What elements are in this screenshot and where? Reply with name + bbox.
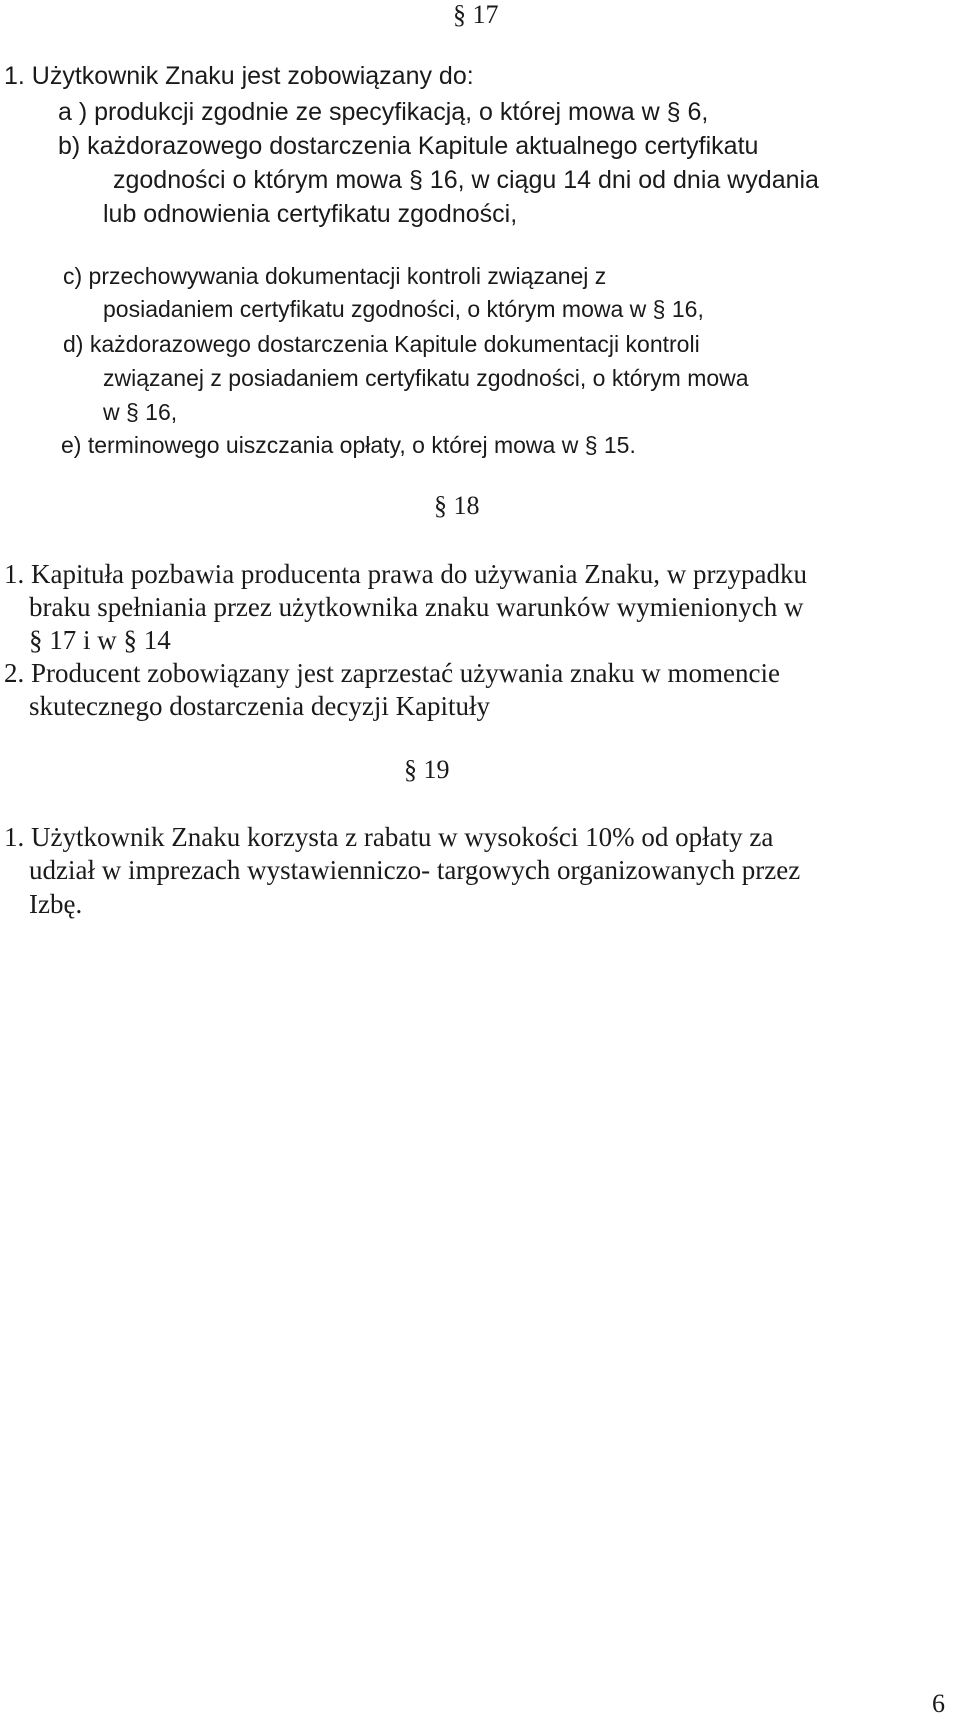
section-17-item-b-line-2: zgodności o którym mowa § 16, w ciągu 14 dni od dnia wydania <box>113 166 819 194</box>
section-19-item-1-line-3: Izbę. <box>29 889 83 919</box>
section-18-item-1-line-2: braku spełniania przez użytkownika znaku warunków wymienionych w <box>29 592 804 622</box>
section-18-item-2-line-2: skutecznego dostarczenia decyzji Kapituły <box>29 691 491 721</box>
section-17-item-c-line-1: c) przechowywania dokumentacji kontroli związanej z <box>63 263 607 289</box>
section-17-item-b-line-1: b) każdorazowego dostarczenia Kapitule aktualnego certyfikatu <box>58 132 759 160</box>
section-18-heading: § 18 <box>434 491 480 520</box>
section-17-item-d-line-1: d) każdorazowego dostarczenia Kapitule dokumentacji kontroli <box>63 331 700 357</box>
section-17-item-a: a ) produkcji zgodnie ze specyfikacją, o której mowa w § 6, <box>58 98 709 126</box>
section-17-item-d-line-2: związanej z posiadaniem certyfikatu zgodności, o którym mowa <box>103 365 749 391</box>
section-17-item-d-line-3: w § 16, <box>103 399 178 425</box>
section-17-item-b-line-3: lub odnowienia certyfikatu zgodności, <box>103 200 518 228</box>
section-18-item-1-line-3: § 17 i w § 14 <box>29 625 171 655</box>
section-18-item-1-line-1: 1. Kapituła pozbawia producenta prawa do używania Znaku, w przypadku <box>4 559 807 589</box>
section-17-item-e: e) terminowego uiszczania opłaty, o której mowa w § 15. <box>61 432 636 458</box>
section-18-item-2-line-1: 2. Producent zobowiązany jest zaprzestać używania znaku w momencie <box>4 658 780 688</box>
section-19-item-1-line-1: 1. Użytkownik Znaku korzysta z rabatu w wysokości 10% od opłaty za <box>4 822 774 852</box>
section-17-item-1: 1. Użytkownik Znaku jest zobowiązany do: <box>4 62 474 90</box>
section-17-heading: § 17 <box>453 0 499 29</box>
page-number: 6 <box>932 1689 945 1718</box>
section-19-heading: § 19 <box>404 755 450 784</box>
section-19-item-1-line-2: udział w imprezach wystawienniczo- targowych organizowanych przez <box>29 855 801 885</box>
section-17-item-c-line-2: posiadaniem certyfikatu zgodności, o którym mowa w § 16, <box>103 296 704 322</box>
